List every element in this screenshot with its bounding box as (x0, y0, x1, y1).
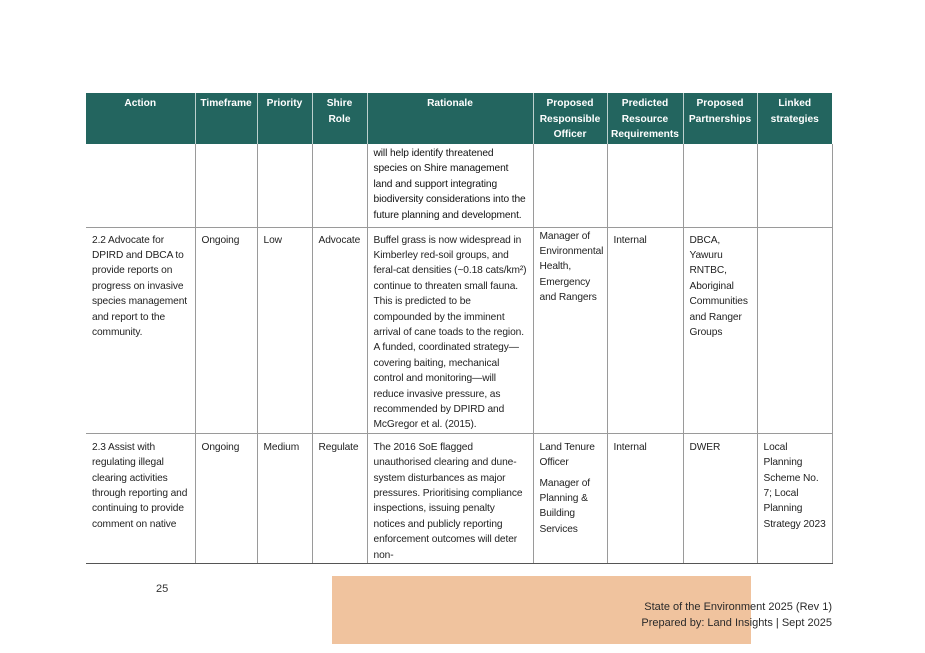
cell-priority: Medium (257, 433, 312, 563)
cell-rationale: The 2016 SoE flagged unauthorised clearing and dune‐system disturbances as major pressures. Prioritising compliance inspections, issuing penalty notices and publicly reporting enforcement outcomes will deter non- (367, 433, 533, 563)
table-row (86, 227, 832, 433)
officer-line: Manager of Environmental Health, Emergency and Rangers (539, 230, 604, 304)
cell-priority (257, 144, 312, 227)
action-plan-table (86, 93, 833, 564)
header-action: Action (86, 93, 195, 144)
table-row-continued (86, 144, 832, 227)
cell-rationale: Buffel grass is now widespread in Kimberley red-soil groups, and feral-cat densities (~0.18 cats/km²) continue to threaten small fauna. This is predicted to be compounded by the imminent arrival of cane toads to the region. A funded, coordinated strategy—covering baiting, mechanical control and monitoring—will reduce invasive pressure, as recommended by DPIRD and McGregor et al. (2015). (367, 227, 533, 433)
cell-partnerships: DBCA, Yawuru RNTBC, Aboriginal Communities and Ranger Groups (683, 227, 757, 433)
cell-rationale: will help identify threatened species on Shire management land and support integrating biodiversity considerations into the future planning and development. (367, 144, 533, 227)
cell-priority: Low (257, 227, 312, 433)
header-timeframe: Timeframe (195, 93, 257, 144)
cell-officer (533, 227, 607, 433)
cell-resources: Internal (607, 433, 683, 563)
header-priority: Priority (257, 93, 312, 144)
footer-doc-title: State of the Environment 2025 (Rev 1) (644, 601, 832, 613)
table-row (86, 433, 832, 563)
cell-partnerships: DWER (683, 433, 757, 563)
cell-action: 2.3 Assist with regulating illegal clearing activities through reporting and continuing to provide comment on native (86, 433, 195, 563)
officer-gap (540, 471, 603, 476)
table-header-row (86, 93, 832, 144)
header-partnerships: Proposed Partnerships (683, 93, 757, 144)
header-shire-role: Shire Role (312, 93, 367, 144)
cell-shire-role: Advocate (312, 227, 367, 433)
cell-timeframe: Ongoing (195, 433, 257, 563)
header-rationale: Rationale (367, 93, 533, 144)
cell-resources: Internal (607, 227, 683, 433)
cell-strategies (757, 227, 832, 433)
header-linked-strategies: Linked strategies (757, 93, 832, 144)
cell-strategies: Local Planning Scheme No. 7; Local Planning Strategy 2023 (757, 433, 832, 563)
cell-partnerships (683, 144, 757, 227)
header-resource-requirements: Predicted Resource Requirements (607, 93, 683, 144)
cell-action: 2.2 Advocate for DPIRD and DBCA to provide reports on progress on invasive species management and report to the community. (86, 227, 195, 433)
cell-timeframe: Ongoing (195, 227, 257, 433)
cell-timeframe (195, 144, 257, 227)
cell-officer (533, 433, 607, 563)
page-number: 25 (156, 583, 169, 595)
header-responsible-officer: Proposed Responsible Officer (533, 93, 607, 144)
cell-strategies (757, 144, 832, 227)
cell-shire-role: Regulate (312, 433, 367, 563)
cell-shire-role (312, 144, 367, 227)
footer-text (641, 599, 832, 631)
cell-officer (533, 144, 607, 227)
officer-line: Land Tenure Officer (539, 441, 595, 469)
cell-resources (607, 144, 683, 227)
officer-line-2: Manager of Planning & Building Services (539, 477, 591, 535)
footer-prepared-by: Prepared by: Land Insights | Sept 2025 (641, 617, 832, 629)
cell-action (86, 144, 195, 227)
